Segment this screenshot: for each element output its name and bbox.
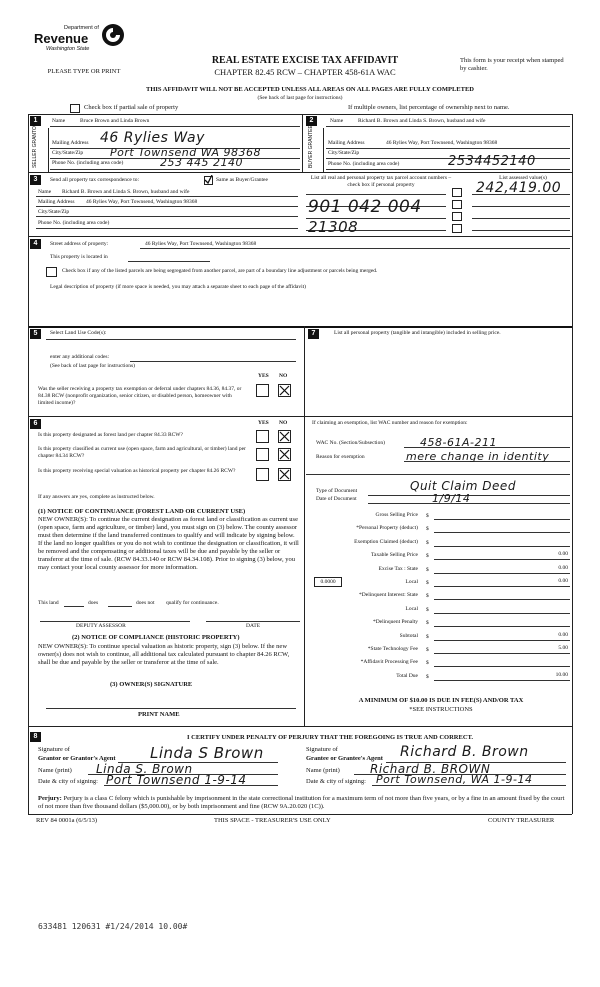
- currency-sign: $: [426, 660, 429, 667]
- currency-sign: $: [426, 526, 429, 533]
- grantee-date-label: Date & city of signing:: [306, 778, 366, 785]
- section-7-number: 7: [308, 329, 319, 339]
- parcel-4-personal-checkbox[interactable]: [452, 224, 462, 233]
- segregated-checkbox[interactable]: [46, 267, 57, 277]
- currency-sign: $: [426, 566, 429, 573]
- grantor-name-hw: Linda S. Brown: [96, 762, 193, 776]
- exemption-question: Was the seller receiving a property tax exemption or deferral under chapters 84.36, 84.37, or 84.38 RCW (nonprofit organization, senior citizen, or disabled person, homeowner with limited income)?: [38, 386, 242, 406]
- does-label: does: [88, 600, 99, 606]
- parcel-1-personal-checkbox[interactable]: [452, 188, 462, 197]
- logo-dept-line3: Washington State: [46, 46, 90, 52]
- section-4-number: 4: [30, 239, 41, 249]
- currency-sign: $: [426, 673, 429, 680]
- buyer-name: Richard B. Brown and Linda S. Brown, husband and wife: [358, 118, 486, 124]
- tax-line: [306, 645, 572, 655]
- currency-sign: $: [426, 553, 429, 560]
- section-6-no-header: NO: [279, 420, 288, 426]
- buyer-name-label: Name: [330, 118, 344, 124]
- buyer-hw-phone: 2534452140: [448, 154, 536, 169]
- tax-line-value[interactable]: 10.00: [555, 671, 568, 678]
- doc-type-label: Type of Document: [316, 488, 358, 494]
- multiple-owners-note: If multiple owners, list percentage of ownership next to name.: [348, 104, 510, 111]
- parcel-1-hw: 901 042 004: [308, 197, 422, 217]
- partial-sale-label: Check box if partial sale of property: [84, 104, 179, 111]
- local-rate-box[interactable]: [314, 577, 342, 587]
- logo-dept-line1: Department of: [64, 25, 99, 31]
- currency-sign: $: [426, 647, 429, 653]
- qualify-label: qualify for continuance.: [166, 600, 219, 606]
- tax-line-label: *Affidavit Processing Fee: [360, 659, 418, 666]
- perjury-label: Perjury:: [38, 795, 62, 802]
- checked-x-icon: [278, 468, 291, 481]
- tax-line-label: Taxable Selling Price: [371, 552, 418, 559]
- does-not-label: does not: [136, 600, 155, 606]
- see-back-note: (See back of last page for instructions): [257, 95, 343, 101]
- segregated-label: Check box if any of the listed parcels are being segregated from another parcel, are part of a boundary line adjustment or parcels being merged.: [62, 268, 378, 274]
- doc-date-hw: 1/9/14: [432, 492, 471, 505]
- tax-line: [306, 511, 572, 521]
- revenue-logo-mark-icon: [100, 22, 126, 48]
- current-use-no-checkbox[interactable]: [278, 448, 291, 461]
- section-3-number: 3: [30, 175, 41, 185]
- currency-sign: $: [426, 606, 429, 613]
- correspondence-city-label: City/State/Zip: [38, 209, 70, 215]
- grantor-date-label: Date & city of signing:: [38, 778, 98, 785]
- tax-line: [306, 632, 572, 642]
- exemption-yes-checkbox[interactable]: [256, 384, 269, 397]
- seller-name-label: Name: [52, 118, 66, 124]
- currency-sign: $: [426, 539, 429, 546]
- correspondence-phone-label: Phone No. (including area code): [38, 220, 110, 226]
- buyer-side-label: BUYER GRANTEE: [308, 125, 314, 168]
- notice2-text: NEW OWNER(S): To continue special valuation as historic property, sign (3) below. If the new owner(s) does not wish to continue, all additional tax calculated pursuant to chapter 84.26 RCW, shall be due and payable by the seller or transferor at the time of sale.: [38, 643, 290, 666]
- county-treasurer: COUNTY TREASURER: [488, 817, 555, 824]
- please-type: PLEASE TYPE OR PRINT: [47, 68, 121, 75]
- notice2-title: (2) NOTICE OF COMPLIANCE (HISTORIC PROPERTY): [72, 634, 240, 641]
- assessed-header: List assessed value(s): [499, 175, 547, 181]
- correspondence-mailing-label: Mailing Address: [38, 199, 75, 205]
- if-yes-note: If any answers are yes, complete as instructed below.: [38, 494, 155, 500]
- owner-signature-label: (3) OWNER(S) SIGNATURE: [110, 681, 193, 688]
- recording-stamp: 633481 120631 #1/24/2014 10.00#: [38, 922, 188, 931]
- additional-codes-label: enter any additional codes:: [50, 354, 110, 360]
- correspondence-label: Send all property tax correspondence to:: [50, 177, 140, 183]
- grantee-name-label: Name (print): [306, 767, 340, 774]
- revenue-logo: [28, 20, 128, 62]
- tax-line: [306, 591, 572, 601]
- perjury-notice: [38, 795, 570, 811]
- grantor-signature-hw: Linda S Brown: [150, 744, 264, 762]
- street-value: 46 Rylies Way, Port Townsend, Washington 98368: [145, 241, 257, 247]
- tax-line: [306, 565, 572, 575]
- same-as-buyer-checkbox[interactable]: [204, 176, 213, 185]
- seller-hw-city: Port Townsend WA 98368: [110, 146, 262, 159]
- currency-sign: $: [426, 633, 429, 640]
- doc-date-label: Date of Document: [316, 496, 357, 502]
- buyer-mailing: 46 Rylies Way, Port Townsend, Washington 98368: [386, 140, 498, 146]
- tax-line: [306, 672, 572, 682]
- located-in-label: This property is located in: [50, 254, 108, 260]
- perjury-text: Perjury is a class C felony which is punishable by imprisonment in the state correctional institution for a maximum term of not more than five years, or by a fine in an amount fixed by the court of not more than five thousand dollars ($5,000.00), or by both imprisonment and fine (RCW 9A.20.020 (1C)).: [38, 795, 565, 810]
- tax-line-label: Excise Tax : State: [378, 565, 418, 572]
- this-land-label: This land: [38, 600, 59, 606]
- land-use-yes-header: YES: [258, 373, 269, 379]
- certify-statement: I CERTIFY UNDER PENALTY OF PERJURY THAT THE FOREGOING IS TRUE AND CORRECT.: [186, 734, 473, 741]
- current-use-question: Is this property classified as current use (open space, farm and agricultural, or timber) land per chapter 84.34 RCW?: [38, 446, 246, 459]
- tax-line: [306, 551, 572, 561]
- land-use-no-header: NO: [279, 373, 288, 379]
- parcels-header: List all real and personal property tax parcel account numbers – check box if personal property: [310, 175, 452, 188]
- tax-line-label: Local: [405, 605, 418, 612]
- wac-hw: 458-61A-211: [420, 436, 497, 449]
- parcel-2-personal-checkbox[interactable]: [452, 200, 462, 209]
- currency-sign: $: [426, 593, 429, 600]
- local-rate-value: 0.0000: [320, 579, 336, 585]
- partial-sale-checkbox[interactable]: [70, 104, 80, 113]
- parcel-2-hw: 21308: [308, 218, 359, 236]
- section-1-number: 1: [30, 116, 41, 126]
- tax-line-label: Subtotal: [399, 632, 418, 639]
- logo-dept-line2: Revenue: [34, 31, 89, 46]
- grantee-sig-label: Signature of: [306, 746, 338, 753]
- checked-x-icon: [278, 384, 291, 397]
- grantee-agent-label: Grantee or Grantee's Agent: [306, 755, 383, 762]
- tax-line-value[interactable]: 0.00: [558, 551, 568, 558]
- tax-line-value[interactable]: 0.00: [558, 564, 568, 571]
- reason-label: Reason for exemption: [316, 454, 365, 460]
- notice1-title: (1) NOTICE OF CONTINUANCE (FOREST LAND OR CURRENT USE): [38, 508, 246, 515]
- warning: THIS AFFIDAVIT WILL NOT BE ACCEPTED UNLESS ALL AREAS ON ALL PAGES ARE FULLY COMPLETED: [146, 86, 474, 93]
- seller-city-label: City/State/Zip: [52, 150, 84, 156]
- tax-line-value[interactable]: 5.00: [558, 645, 568, 651]
- seller-hw-address: 46 Rylies Way: [100, 130, 205, 146]
- section-2-number: 2: [306, 116, 317, 126]
- grantee-name-hw: Richard B. BROWN: [370, 762, 491, 776]
- correspondence-name-label: Name: [38, 189, 52, 195]
- form-rev: REV 84 0001a (6/5/13): [36, 817, 98, 824]
- currency-sign: $: [426, 513, 429, 519]
- personal-property-label: List all personal property (tangible and intangible) included in selling price.: [334, 330, 501, 336]
- currency-sign: $: [426, 580, 429, 586]
- section-6-yes-header: YES: [258, 420, 269, 426]
- tax-line: [306, 658, 572, 668]
- tax-line-label: *Delinquent Penalty: [372, 619, 418, 626]
- historic-question: Is this property receiving special valuation as historical property per chapter 84.26 RCW?: [38, 468, 236, 474]
- deputy-assessor-label: DEPUTY ASSESSOR: [76, 623, 126, 629]
- notice1-text: NEW OWNER(S): To continue the current designation as forest land or classification as current use (open space, farm and agriculture, or timber) land, you must sign on (3) below. The county assessor must then determine if the land transferred continues to qualify and will indicate by signing below. If the land no longer qualifies or you do not wish to continue the designation or classification, it will be removed and the compensating or additional taxes will be due and payable by the seller or transferor at the time of sale. (RCW 84.33.140 or RCW 84.34.108). Prior to signing (3) below, you may contact your local county assessor for more information.: [38, 516, 299, 571]
- deputy-date-label: DATE: [246, 623, 261, 629]
- seller-name: Bruce Brown and Linda Brown: [80, 118, 150, 124]
- historic-no-checkbox[interactable]: [278, 468, 291, 481]
- wac-label: WAC No. (Section/Subsection): [316, 440, 385, 446]
- checked-x-icon: [278, 430, 291, 443]
- buyer-phone-label: Phone No. (including area code): [328, 161, 400, 167]
- tax-line-label: Local: [405, 579, 418, 585]
- tax-line-label: Gross Selling Price: [375, 512, 418, 518]
- checkmark-icon: [204, 175, 213, 184]
- historic-yes-checkbox[interactable]: [256, 468, 269, 481]
- tax-line: [306, 605, 572, 615]
- forest-yes-checkbox[interactable]: [256, 430, 269, 443]
- tax-line-label: *Personal Property (deduct): [356, 525, 418, 532]
- print-name-label: PRINT NAME: [138, 711, 180, 718]
- seller-mailing-label: Mailing Address: [52, 140, 89, 146]
- section-8-number: 8: [30, 732, 41, 742]
- reason-hw: mere change in identity: [406, 450, 550, 463]
- buyer-mailing-label: Mailing Address: [328, 140, 365, 146]
- forest-land-question: Is this property designated as forest land per chapter 84.33 RCW?: [38, 432, 183, 438]
- tax-line-value[interactable]: 0.00: [558, 631, 568, 638]
- land-use-see-back: (See back of last page for instructions): [50, 363, 135, 369]
- receipt-note: This form is your receipt when stamped by cashier.: [460, 57, 564, 72]
- grantor-name-label: Name (print): [38, 767, 72, 774]
- grantee-signature-hw: Richard B. Brown: [400, 744, 529, 760]
- buyer-city-label: City/State/Zip: [328, 150, 360, 156]
- minimum-fee-note: A MINIMUM OF $10.00 IS DUE IN FEE(S) AND/OR TAX: [358, 697, 524, 704]
- currency-sign: $: [426, 620, 429, 627]
- exemption-no-checkbox[interactable]: [278, 384, 291, 397]
- tax-line: [306, 578, 572, 588]
- treasurer-space: THIS SPACE - TREASURER'S USE ONLY: [214, 817, 331, 824]
- legal-description-label: Legal description of property (if more space is needed, you may attach a separate sheet to each page of the affidavit): [50, 284, 306, 290]
- correspondence-name: Richard B. Brown and Linda S. Brown, husband and wife: [62, 189, 190, 195]
- seller-phone-label: Phone No. (including area code): [52, 160, 124, 166]
- see-instructions-note: *SEE INSTRUCTIONS: [409, 706, 473, 713]
- tax-line: [306, 618, 572, 628]
- tax-line: [306, 538, 572, 548]
- street-label: Street address of property:: [50, 241, 109, 247]
- correspondence-mailing: 46 Rylies Way, Port Townsend, Washington 98368: [86, 199, 198, 205]
- form-title: REAL ESTATE EXCISE TAX AFFIDAVIT: [211, 55, 399, 66]
- section-5-number: 5: [30, 329, 41, 339]
- doc-type-hw: Quit Claim Deed: [410, 479, 516, 493]
- parcel-3-personal-checkbox[interactable]: [452, 212, 462, 221]
- checked-x-icon: [278, 448, 291, 461]
- tax-line-label: *State Technology Fee: [367, 646, 418, 652]
- tax-line-label: *Delinquent Interest: State: [359, 592, 418, 599]
- forest-no-checkbox[interactable]: [278, 430, 291, 443]
- grantor-date-hw: Port Townsend 1-9-14: [106, 773, 247, 787]
- seller-side-label: SELLER GRANTOR: [32, 122, 38, 168]
- seller-hw-phone: 253 445 2140: [160, 156, 243, 169]
- exemption-claim-label: If claiming an exemption, list WAC number and reason for exemption:: [312, 420, 468, 426]
- section-6-number: 6: [30, 419, 41, 429]
- tax-line-label: Exemption Claimed (deduct): [354, 538, 418, 545]
- land-use-label: Select Land Use Code(s):: [50, 330, 107, 336]
- tax-line: [306, 524, 572, 534]
- tax-line-label: Total Due: [396, 672, 418, 679]
- current-use-yes-checkbox[interactable]: [256, 448, 269, 461]
- assessed-value-1-hw: 242,419.00: [476, 180, 562, 196]
- grantor-agent-label: Grantor or Grantor's Agent: [38, 755, 116, 762]
- grantor-sig-label: Signature of: [38, 746, 70, 753]
- tax-line-value[interactable]: 0.00: [558, 578, 568, 584]
- grantee-date-hw: Port Townsend, WA 1-9-14: [376, 773, 533, 786]
- same-as-buyer-label: Same as Buyer/Grantee: [216, 177, 268, 183]
- chapter-line: CHAPTER 82.45 RCW – CHAPTER 458-61A WAC: [214, 67, 396, 77]
